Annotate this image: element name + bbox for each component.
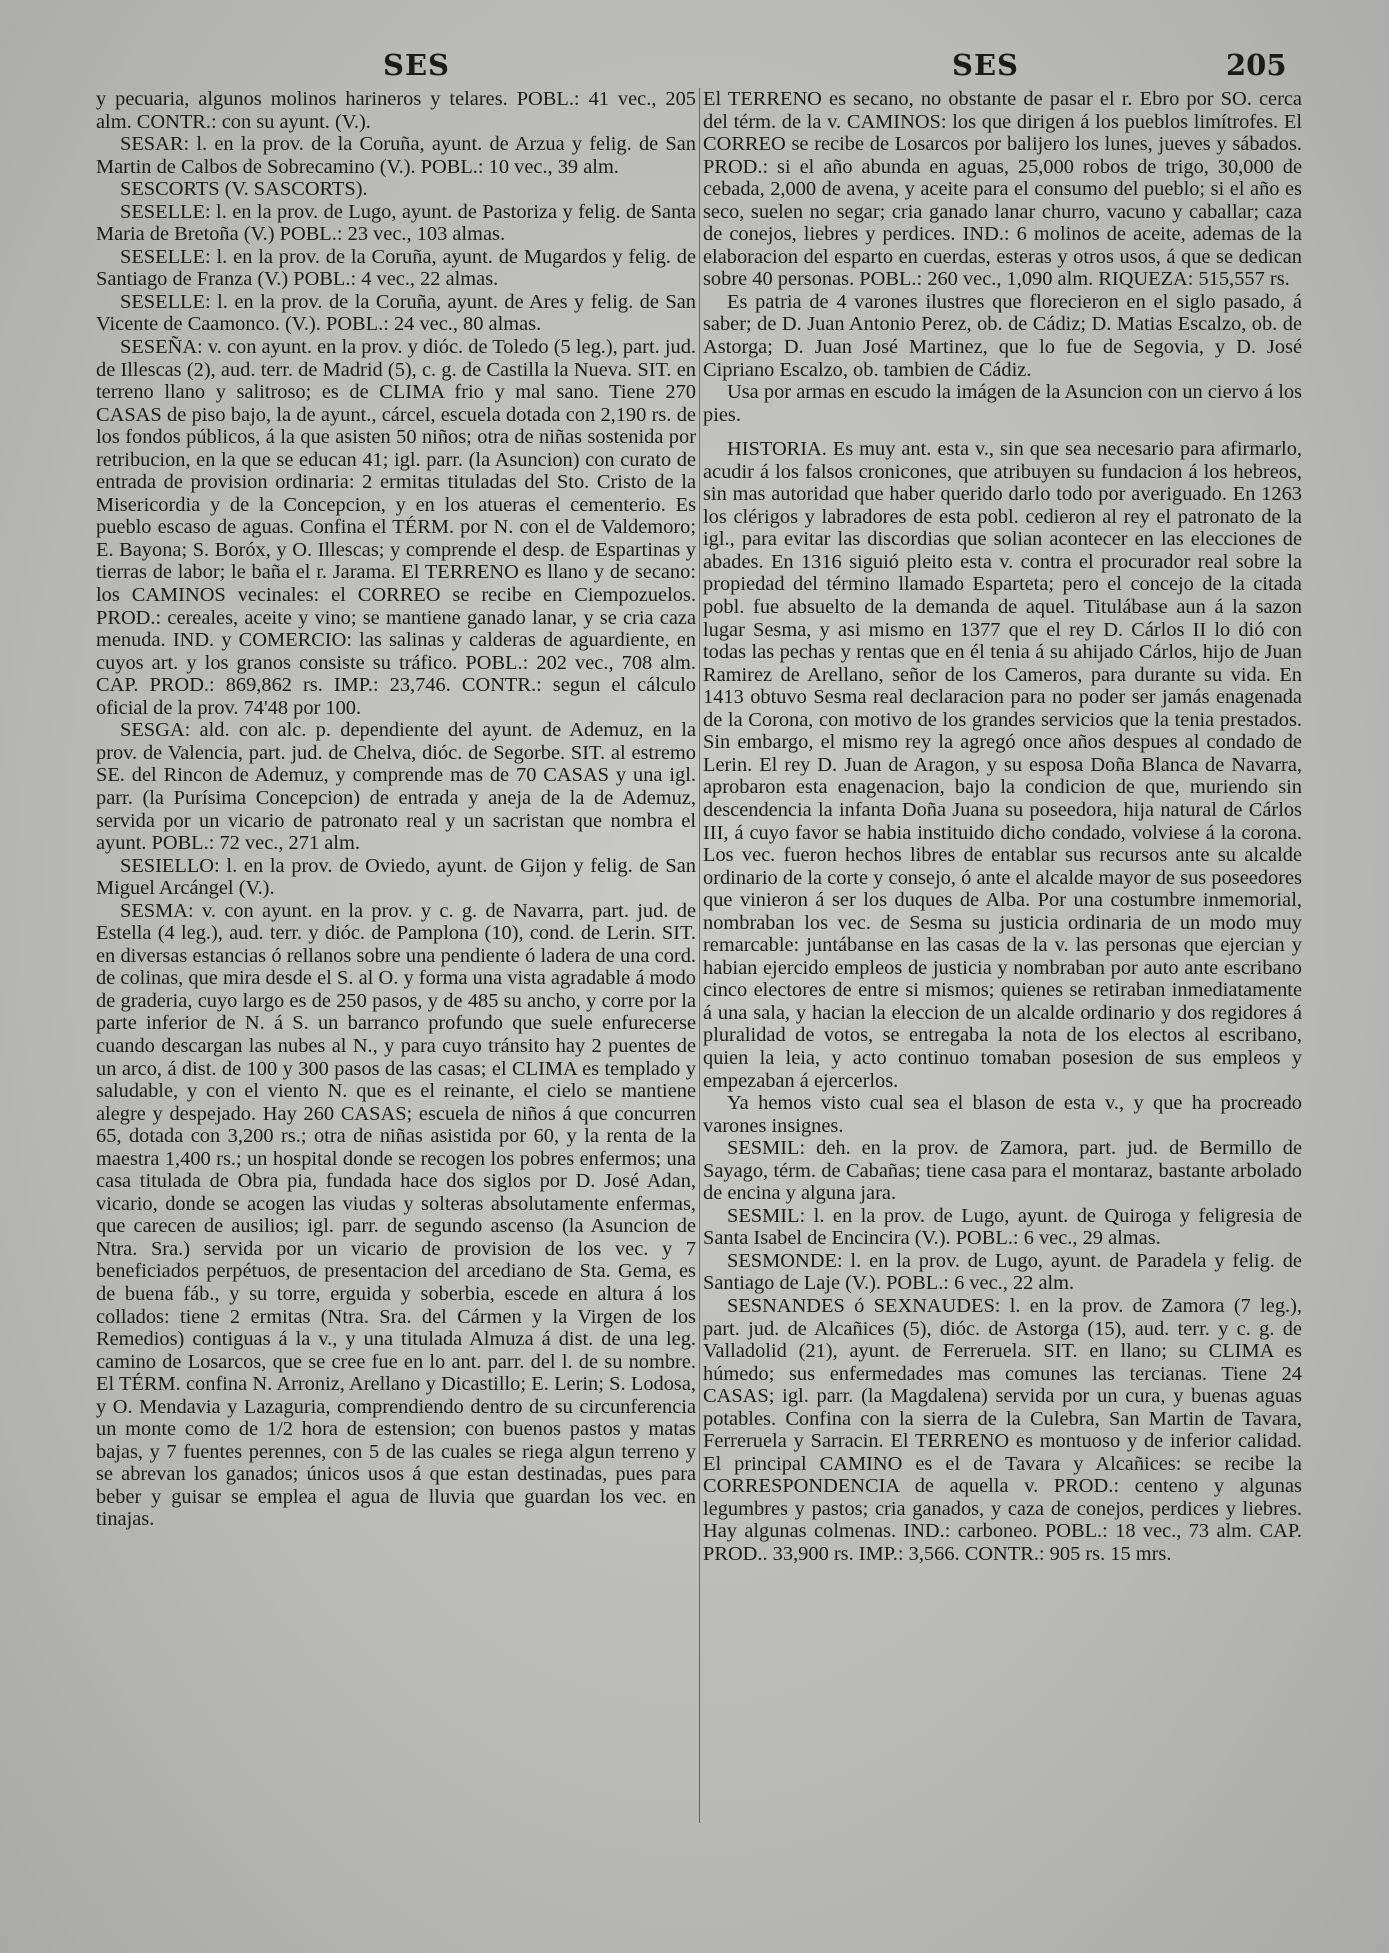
entry-sesar: SESAR: l. en la prov. de la Coruña, ayunt. de Arzua y felig. de San Martin de Calbos de Sobrecamino (V.). POBL.: 10 vec., 39 alm. — [96, 133, 696, 178]
entry-sesmil-zamora: SESMIL: deh. en la prov. de Zamora, part. jud. de Bermillo de Sayago, térm. de Cabañas; tiene casa para el montaraz, bastante arbolado de encina y alguna jara. — [703, 1137, 1302, 1205]
header-left-word: SES — [383, 48, 450, 82]
sesma-arms: Usa por armas en escudo la imágen de la Asuncion con un ciervo á los pies. — [703, 381, 1302, 426]
entry-seselle-ares: SESELLE: l. en la prov. de la Coruña, ayunt. de Ares y felig. de San Vicente de Caamonco. (V.). POBL.: 24 vec., 80 almas. — [96, 290, 696, 336]
page-number: 205 — [1226, 48, 1287, 82]
running-header — [0, 48, 1389, 88]
entry-seselle-mugardos: SESELLE: l. en la prov. de la Coruña, ayunt. de Mugardos y felig. de Santiago de Franza (V.) POBL.: 4 vec., 22 almas. — [96, 245, 696, 291]
entry-sesmonde: SESMONDE: l. en la prov. de Lugo, ayunt. de Paradela y felig. de Santiago de Laje (V.). POBL.: 6 vec., 22 alm. — [703, 1249, 1302, 1295]
sesma-notables: Es patria de 4 varones ilustres que florecieron en el siglo pasado, á saber; de D. Juan Antonio Perez, ob. de Cádiz; D. Matias Escalzo, ob. de Astorga; D. Juan José Martinez, que lo fue de Segovia, y D. José Cipriano Escalzo, ob. tambien de Cádiz. — [703, 290, 1302, 381]
left-column — [96, 88, 696, 1531]
sesma-history: HISTORIA. Es muy ant. esta v., sin que sea necesario para afirmarlo, acudir á los falsos cronicones, que atribuyen su fundacion á los hebreos, sin mas autoridad que haber querido darlo todo por averiguado. En 1263 los clérigos y labradores de esta pobl. cedieron al rey el patronato de la igl., para evitar las discordias que solian acontecer en las elecciones de abades. En 1316 siguió pleito esta v. contra el procurador real sobre la propiedad del término llamado Esparteta; pero el concejo de la citada pobl. fue absuelto de la demanda de aquel. Titulábase aun á la sazon lugar Sesma, y asi mismo en 1377 que el rey D. Cárlos II lo dió con todas las pechas y rentas que en él tenia á su ahijado Cárlos, hijo de Juan Ramirez de Arellano, señor de los Cameros, para durante su vida. En 1413 obtuvo Sesma real declaracion para no poder ser jamás enagenada de la Corona, con motivo de los grandes servicios que la tenia prestados. Sin embargo, el mismo rey la agregó once años despues al condado de Lerin. El rey D. Juan de Aragon, y su esposa Doña Blanca de Navarra, aprobaron esta enagenacion, bajo la condicion de que, muriendo sin descendencia la infanta Doña Juana su poseedora, hija natural de Cárlos III, á cuyo favor se habia instituido dicho condado, volviese á la corona. Los vec. fueron hechos libres de entablar sus recursos ante su alcalde ordinario de la corte y consejo, ó ante el alcalde mayor de sus poseedores que vinieron á ser los duques de Alba. Por una costumbre inmemorial, nombraban los vec. de Sesma su justicia ordinaria de un modo muy remarcable: juntábanse en las casas de la v. las personas que ejercian y habian ejercido empleos de justicia y nombraban por auto ante escribano cinco electores de entre si mismos; quienes se retiraban inmediatamente á una sala, y hacian la eleccion de un alcalde ordinario y dos regidores á pluralidad de votos, se entregaba la nota de los electos al escribano, quien la leia, y acto continuo tomaban posesion de sus empleos y empezaban á ejercerlos. — [703, 438, 1302, 1092]
sesma-continuation: El TERRENO es secano, no obstante de pasar el r. Ebro por SO. cerca del térm. de la v. CAMINOS: los que dirigen á los pueblos limítrofes. El CORREO se recibe de Losarcos por balijero los lunes, jueves y sábados. PROD.: si el año abunda en aguas, 25,000 robos de trigo, 30,000 de cebada, 2,000 de avena, y aceite para el consumo del pueblo; si el año es seco, suelen no segar; cria ganado lanar churro, vacuno y caballar; caza de conejos, liebres y perdices. IND.: 6 molinos de aceite, ademas de la elaboracion del esparto en cuerdas, esteras y otros usos, á que se dedican sobre 40 personas. POBL.: 260 vec., 1,090 alm. RIQUEZA: 515,557 rs. — [703, 88, 1302, 291]
entry-sesmil-lugo: SESMIL: l. en la prov. de Lugo, ayunt. de Quiroga y feligresia de Santa Isabel de Encincira (V.). POBL.: 6 vec., 29 almas. — [703, 1204, 1302, 1250]
entry-sesnandes: SESNANDES ó SEXNAUDES: l. en la prov. de Zamora (7 leg.), part. jud. de Alcañices (5), dióc. de Astorga (15), aud. terr. y c. g. de Valladolid (21), ayunt. de Ferreruela. SIT. en llano; su CLIMA es húmedo; sus enfermedades mas comunes las tercianas. Tiene 24 CASAS; igl. parr. (la Magdalena) servida por un cura, y buenas aguas potables. Confina con la sierra de la Culebra, San Martin de Tavara, Ferreruela y Sarracin. El TERRENO es montuoso y de inferior calidad. El principal CAMINO es el de Tavara y Alcañices: se recibe la CORRESPONDENCIA de aquella v. PROD.: centeno y algunas legumbres y pastos; cria ganados, y caza de conejos, perdices y liebres. Hay algunas colmenas. IND.: carboneo. POBL.: 18 vec., 73 alm. CAP. PROD.. 33,900 rs. IMP.: 3,566. CONTR.: 905 rs. 15 mrs. — [703, 1294, 1302, 1565]
column-divider — [699, 88, 700, 1823]
entry-seselle-lugo: SESELLE: l. en la prov. de Lugo, ayunt. de Pastoriza y felig. de Santa Maria de Bretoña (V.) POBL.: 23 vec., 103 almas. — [96, 200, 696, 246]
right-column — [703, 88, 1302, 1566]
entry-sescorts: SESCORTS (V. SASCORTS). — [120, 178, 368, 201]
entry-sesena: SESEÑA: v. con ayunt. en la prov. y dióc. de Toledo (5 leg.), part. jud. de Illescas (2), aud. terr. de Madrid (5), c. g. de Castilla la Nueva. SIT. en terreno llano y salitroso; es de CLIMA frio y mal sano. Tiene 270 CASAS de piso bajo, la de ayunt., cárcel, escuela dotada con 2,190 rs. de los fondos públicos, á la que asisten 50 niños; otra de niñas sostenida por retribucion, en la que se educan 41; igl. parr. (la Asuncion) con curato de entrada de provision ordinaria: 2 ermitas tituladas del Sto. Cristo de la Misericordia y de la Concepcion, y en los atueras el cementerio. Es pueblo escaso de aguas. Confina el TÉRM. por N. con el de Valdemoro; E. Bayona; S. Boróx, y O. Illescas; y comprende el desp. de Espartinas y tierras de labor; le baña el r. Jarama. El TERRENO es llano y de secano: los CAMINOS vecinales: el CORREO se recibe en Ciempozuelos. PROD.: cereales, aceite y vino; se mantiene ganado lanar, y se cria caza menuda. IND. y COMERCIO: las salinas y calderas de aguardiente, en cuyos art. y los granos consiste su tráfico. POBL.: 202 vec., 708 alm. CAP. PROD.: 869,862 rs. IMP.: 23,746. CONTR.: segun el cálculo oficial de la prov. 74'48 por 100. — [96, 336, 696, 719]
sesma-history-closing: Ya hemos visto cual sea el blason de esta v., y que ha procreado varones insignes. — [703, 1092, 1302, 1137]
entry-sesma: SESMA: v. con ayunt. en la prov. y c. g. de Navarra, part. jud. de Estella (4 leg.), aud. terr. y dióc. de Pamplona (10), cond. de Lerin. SIT. en diversas estancias ó rellanos sobre una pendiente ó ladera de una cord. de colinas, que mira desde el S. al O. y forma una vista agradable á modo de graderia, cuyo largo es de 250 pasos, y de 485 su ancho, y corre por la parte inferior de N. á S. un barranco profundo que suele enfurecerse cuando descargan las nubes al N., y para cuyo tránsito hay 2 puentes de un arco, á dist. de 100 y 300 pasos de las casas; el CLIMA es templado y saludable, y con el viento N. que es el reinante, el cielo se mantiene alegre y despejado. Hay 260 CASAS; escuela de niños á que concurren 65, dotada con 3,200 rs.; otra de niñas asistida por 60, y la renta de la maestra 1,400 rs.; un hospital donde se recogen los pobres enfermos; una casa titulada de Obra pia, fundada hace dos siglos por D. José Adan, vicario, donde se acogen las viudas y solteras absolutamente enfermas, que carecen de ausilios; igl. parr. de segundo ascenso (la Asuncion de Ntra. Sra.) servida por un vicario de provision de los vec. y 7 beneficiados perpétuos, de presentacion del arcediano de Sta. Gema, es de buena fáb., y su torre, erguida y soberbia, escede en altura á los collados: tiene 2 ermitas (Ntra. Sra. del Cármen y la Virgen de los Remedios) contiguas á la v., y una titulada Almuza á dist. de una leg. camino de Losarcos, que se cree fue en lo ant. parr. del l. de su nombre. El TÉRM. confina N. Arroniz, Arellano y Dicastillo; E. Lerin; S. Lodosa, y O. Mendavia y Lazaguria, comprendiendo dentro de su circunferencia un monte como de 1/2 hora de estension; con buenos pastos y matas bajas, y 7 fuentes perennes, con 5 de las cuales se riega algun terreno y se abrevan los ganados; únicos usos á que estan destinadas, pues para beber y guisar se emplea el agua de lluvia que guardan los vec. en tinajas. — [96, 899, 696, 1531]
entry-sesga: SESGA: ald. con alc. p. dependiente del ayunt. de Ademuz, en la prov. de Valencia, part. jud. de Chelva, dióc. de Segorbe. SIT. al estremo SE. del Rincon de Ademuz, y comprende mas de 70 CASAS y una igl. parr. (la Purísima Concepcion) de entrada y aneja de la de Ademuz, servida por un vicario de patronato real y un sacristan que nombra el ayunt. POBL.: 72 vec., 271 alm. — [96, 719, 696, 855]
entry-sesiello: SESIELLO: l. en la prov. de Oviedo, ayunt. de Gijon y felig. de San Miguel Arcángel (V.). — [96, 854, 696, 900]
entry-continuation: y pecuaria, algunos molinos harineros y telares. POBL.: 41 vec., 205 alm. CONTR.: con su ayunt. (V.). — [96, 88, 696, 133]
header-right-word: SES — [952, 48, 1019, 82]
